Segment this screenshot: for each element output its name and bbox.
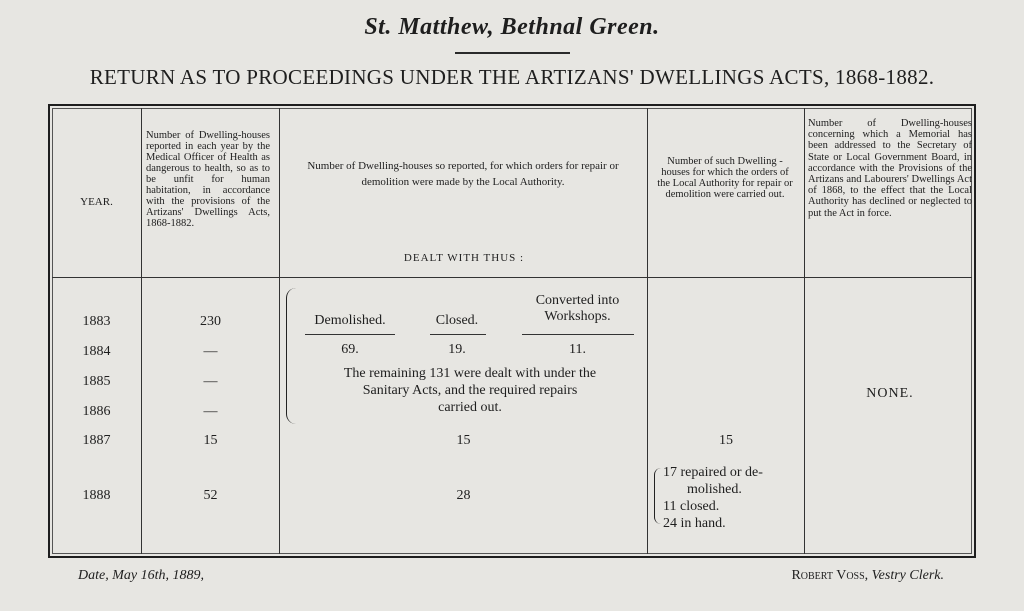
memorial-value: NONE. [866,386,914,401]
demolished-underline [305,334,395,335]
reported-1887: 15 [203,433,218,448]
closed-value: 19. [448,342,466,357]
carried-1888-line4: 24 in hand. [663,516,726,531]
carried-1888-line2: molished. [687,482,742,497]
signatory-name: Robert Voss, [791,568,869,583]
carried-1887: 15 [719,433,733,448]
carried-1888-line1: 17 repaired or de- [663,465,763,480]
reported-1888: 52 [203,488,218,503]
return-title: RETURN AS TO PROCEEDINGS UNDER THE ARTIZANS' DWELLINGS ACTS, 1868-1882. [89,65,935,89]
reported-1886: — [203,404,218,419]
parish-heading: St. Matthew, Bethnal Green. [364,14,660,40]
col-header-carried-out: Number of such Dwelling - houses for which the orders of the Local Authority for repair or demolition were carried out. [657,156,793,200]
year-1887: 1887 [82,433,111,448]
closed-label: Closed. [435,313,479,328]
col-header-memorial: Number of Dwelling-houses concerning which a Memorial has been addressed to the Secretary of State or Local Government Board, in accordance with the Provisions of the Artizans and Labourers' Dwellings Act of 1868, to the effect that the Local Authority has declined or neglected to put the Act in force. [808,118,972,219]
year-1886: 1886 [82,404,111,419]
converted-label-line2: Workshops. [544,309,611,324]
converted-value: 11. [569,342,586,357]
reported-1883: 230 [200,314,221,329]
col-header-reported: Number of Dwelling-houses reported in each year by the Medical Officer of Health as dangerous to health, so as to be unfit for human habitation, in accordance with the provisions of the Artizans' Dwellings Acts, 1868-1882. [146,130,270,229]
year-1884: 1884 [82,344,111,359]
dealt-bracket [286,288,297,424]
closed-underline [430,334,486,335]
col-header-orders: Number of Dwelling-houses so reported, for which orders for repair or demolition were made by the Local Authority. [307,160,619,188]
remaining-note-line2: Sanitary Acts, and the required repairs [362,383,578,398]
year-1885: 1885 [82,374,111,389]
col-divider-4 [804,108,805,554]
demolished-label: Demolished. [314,313,386,328]
return-table [48,104,976,558]
footer-signature [791,568,944,584]
year-1888: 1888 [82,488,111,503]
remaining-note [300,365,640,416]
converted-label-line1: Converted into [535,293,620,308]
col-header-year: YEAR. [80,196,113,208]
col-divider-3 [647,108,648,554]
remaining-note-line3: carried out. [438,400,502,415]
converted-underline [522,334,634,335]
year-1883: 1883 [82,314,111,329]
orders-1888: 28 [456,488,471,503]
reported-1885: — [203,374,218,389]
footer-date: Date, May 16th, 1889, [78,568,204,583]
heading-rule [455,52,570,54]
signatory-office: Vestry Clerk. [871,568,944,583]
carried-1888-bracket [654,468,661,524]
converted-label [520,293,635,325]
reported-1884: — [203,344,218,359]
header-divider [52,277,972,278]
carried-1888-line3: 11 closed. [663,499,720,514]
col-header-dealt-with: DEALT WITH THUS : [403,252,525,264]
demolished-value: 69. [341,342,359,357]
orders-1887: 15 [456,433,471,448]
carried-1888-detail [663,464,803,532]
remaining-note-line1: The remaining 131 were dealt with under the [343,366,597,381]
